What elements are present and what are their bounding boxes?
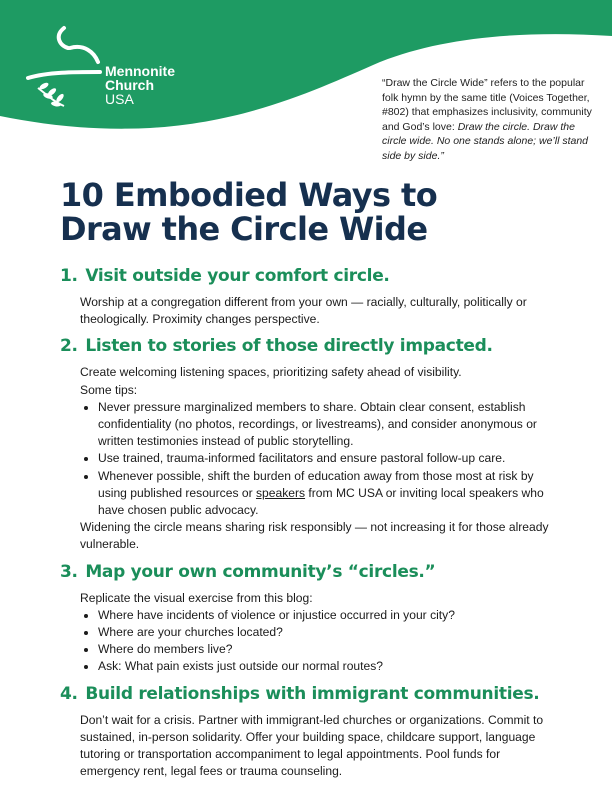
- questions-list: [60, 607, 560, 676]
- section-number: 2.: [60, 336, 78, 357]
- list-item: • Ask: What pain exists just outside our normal routes?: [98, 658, 560, 675]
- section-number: 1.: [60, 266, 78, 286]
- tips-list: [60, 399, 560, 519]
- tip-text: Whenever possible, shift the burden of education away from those most at risk by using published resources or: [98, 468, 534, 500]
- section-heading: [60, 684, 560, 704]
- section-closing: Widening the circle means sharing risk responsibly — not increasing it for those already vulnerable.: [80, 520, 549, 552]
- list-item: • Use trained, trauma-informed facilitators and ensure pastoral follow-up care.: [98, 450, 560, 467]
- section-body: Create welcoming listening spaces, prioritizing safety ahead of visibility.: [80, 365, 462, 380]
- list-item: [98, 468, 560, 520]
- list-item: • Where have incidents of violence or injustice occurred in your city?: [98, 607, 560, 624]
- section-heading: [60, 562, 560, 582]
- intro-note: [382, 76, 597, 164]
- section-title: Build relationships with immigrant communities.: [85, 683, 540, 704]
- section-body: Don’t wait for a crisis. Partner with immigrant-led churches or organizations. Commit to sustained, in-person solidarity. Offer your building space, childcare support, language tutoring or transportation accompaniment to legal appointments. Pool funds for emergency rent, legal fees or trauma counseling.: [80, 712, 544, 779]
- section-number: 3.: [60, 561, 78, 582]
- section-title: Map your own community’s “circles.”: [85, 561, 436, 582]
- intro-text: “Draw the Circle Wide” refers to the popular folk hymn by the same title (Voices Together, #802) that emphasizes inclusivity, community and God’s love:: [382, 77, 592, 133]
- title-line-2: Draw the Circle Wide: [60, 210, 428, 248]
- sections-list: [60, 266, 560, 788]
- tips-label: Some tips:: [80, 382, 138, 397]
- section-4: [60, 684, 560, 781]
- list-item: • Where do members live?: [98, 641, 560, 658]
- section-body: Replicate the visual exercise from this blog:: [80, 590, 313, 605]
- speakers-link[interactable]: speakers: [255, 485, 306, 500]
- brand-wordmark: [105, 64, 175, 106]
- tip-text: from MC USA or inviting local speakers who have chosen public advocacy.: [98, 485, 544, 518]
- list-item: • Never pressure marginalized members to share. Obtain clear consent, establish confidentiality (no photos, recordings, or livestreams), and consider anonymous or written testimonies instead of public storytelling.: [98, 399, 560, 451]
- section-heading: [60, 336, 560, 356]
- section-3: [60, 562, 560, 676]
- list-item: • Where are your churches located?: [98, 624, 560, 641]
- section-number: 4.: [60, 683, 78, 704]
- page-title: [60, 178, 437, 246]
- intro-quote: Draw the circle. Draw the circle wide. No one stands alone; we’ll stand side by side.”: [382, 120, 589, 162]
- brand-line-1: Mennonite: [105, 63, 175, 79]
- brand-line-3: USA: [105, 91, 134, 107]
- brand-line-2: Church: [105, 77, 154, 93]
- section-body: Worship at a congregation different from your own — racially, culturally, politically or theologically. Proximity changes perspective.: [80, 295, 527, 327]
- title-line-1: 10 Embodied Ways to: [60, 176, 438, 214]
- section-1: [60, 266, 560, 328]
- section-heading: [60, 266, 560, 286]
- section-title: Visit outside your comfort circle.: [85, 266, 390, 286]
- section-title: Listen to stories of those directly impacted.: [85, 336, 493, 357]
- section-2: [60, 336, 560, 553]
